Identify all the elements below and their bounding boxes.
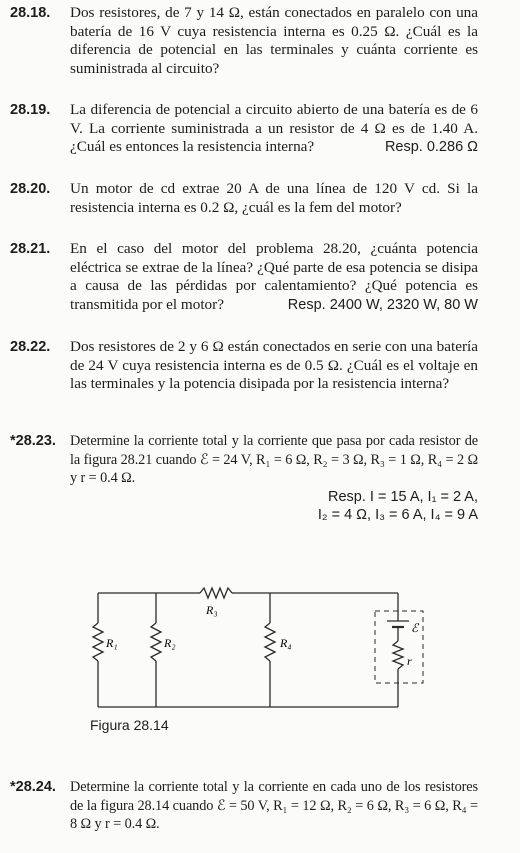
- label-emf: ℰ: [411, 621, 419, 635]
- problem-text: Dos resistores de 2 y 6 Ω están conectados en serie con una batería de 24 V cuya resistencia interna es de 0.5 Ω. ¿Cuál es el voltaje en las terminales y la potencia disipada por la resistencia interna?: [70, 338, 478, 392]
- problem-28-18: [10, 4, 510, 78]
- label-r2: R₂: [164, 636, 176, 650]
- problem-answer-line-1: Resp. I = 15 A, I₁ = 2 A,: [328, 488, 478, 505]
- problem-number: 28.22.: [10, 339, 51, 355]
- resistor-r2: [151, 623, 161, 661]
- problem-28-21: [10, 240, 510, 314]
- problem-number: 28.19.: [10, 102, 51, 118]
- problem-number: *28.24.: [10, 779, 56, 795]
- problem-number: 28.20.: [10, 181, 51, 197]
- problem-answer: Resp. 2400 W, 2320 W, 80 W: [287, 296, 478, 313]
- label-r3: R₃: [206, 603, 218, 617]
- problem-answer: Resp. 0.286 Ω: [384, 139, 478, 155]
- label-internal-r: r: [407, 654, 412, 668]
- problem-28-23: [10, 432, 510, 525]
- problem-28-20: [10, 180, 510, 217]
- resistor-r4: [265, 623, 275, 661]
- resistor-r1: [93, 623, 103, 661]
- problem-number: 28.21.: [10, 241, 51, 257]
- problem-28-22: [10, 338, 510, 394]
- problem-text: Dos resistores, de 7 y 14 Ω, están conectados en paralelo con una batería de 16 V cuya resistencia interna es 0.25 Ω. ¿Cuál es la diferencia de potencial en las terminales y cuánta corriente es suministrada al circuito?: [70, 4, 478, 77]
- problem-28-19: [10, 101, 510, 157]
- problem-body: La diferencia de potencial a circuito abierto de una batería es de 6 V. La corriente suministrada a un resistor de 4 Ω es de 1.40 A. ¿Cuál es entonces la resistencia interna?: [70, 101, 478, 155]
- problem-text: En el caso del motor del problema 28.20, ¿cuánta potencia eléctrica se extrae de la línea? ¿Qué parte de esa potencia se disipa a causa de las pérdidas por calentamiento? ¿Qué potencia es transmitida por el motor?: [70, 240, 478, 313]
- problem-text: Determine la corriente total y la corriente que pasa por cada resistor de la figura 28.21 cuando ℰ = 24 V, R₁ = 6 Ω, R₂ = 3 Ω, R₃ = 1 Ω, R₄ = 2 Ω y r = 0.4 Ω.: [70, 433, 478, 486]
- label-r1: R₁: [106, 636, 118, 650]
- problem-28-24: [10, 778, 510, 834]
- figure-caption: Figura 28.14: [90, 717, 169, 733]
- problem-number: 28.18.: [10, 5, 51, 21]
- resistor-internal-r: [393, 641, 403, 669]
- resistor-r3: [200, 588, 232, 598]
- circuit-diagram: [80, 585, 460, 715]
- label-r4: R₄: [280, 636, 292, 650]
- problem-text: Un motor de cd extrae 20 A de una línea de 120 V cd. Si la resistencia interna es 0.2 Ω, ¿cuál es la fem del motor?: [70, 180, 478, 216]
- problem-number: *28.23.: [10, 433, 56, 449]
- problem-answer-line-2: I₂ = 4 Ω, I₃ = 6 A, I₄ = 9 A: [317, 507, 478, 523]
- problem-text: Determine la corriente total y la corriente en cada uno de los resistores de la figura 28.14 cuando ℰ = 50 V, R₁ = 12 Ω, R₂ = 6 Ω, R₃ = 6 Ω, R₄ = 8 Ω y r = 0.4 Ω.: [70, 779, 478, 832]
